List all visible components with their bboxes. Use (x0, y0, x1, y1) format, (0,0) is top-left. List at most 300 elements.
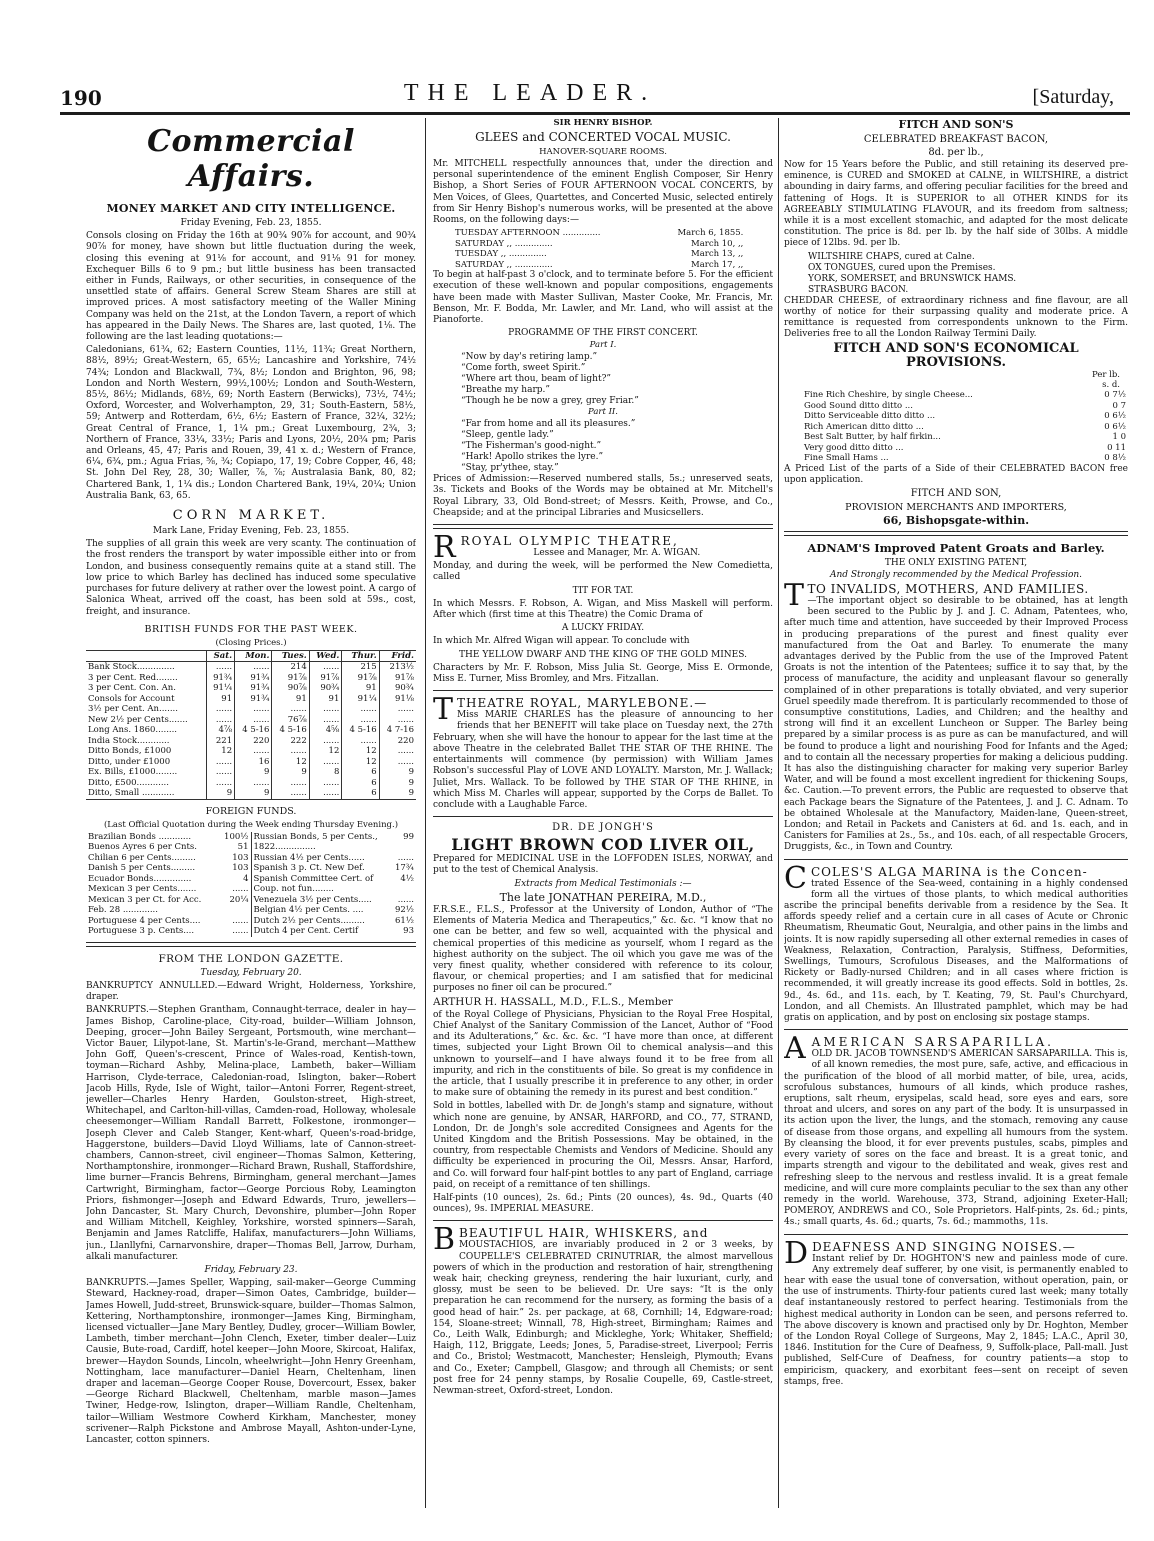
table-cell: ...... (235, 778, 272, 789)
table-row (86, 832, 251, 843)
price-item: Good Sound ditto ditto ... (804, 400, 913, 411)
table-row (784, 411, 1128, 422)
marylebone-title: TTHEATRE ROYAL, MARYLEBONE.— (433, 692, 708, 728)
fund-name: Belgian 4½ per Cents. .... (253, 905, 364, 916)
table-cell: 91¾ (235, 683, 272, 694)
table-header-cell: Wed. (309, 650, 342, 662)
column-advertisements (784, 118, 1128, 1518)
table-cell: 9 (272, 767, 309, 778)
masthead-rule (60, 112, 1130, 115)
table-cell: ...... (342, 736, 379, 747)
fund-value: 99 (403, 831, 414, 842)
table-cell: 4 5-16 (342, 725, 379, 736)
table-cell: ...... (379, 746, 416, 757)
adnam-body: —The important object so desirable to be obtained, has at length been secured to the Public by J. and J. C. Adnam, Patentees, who, after much time and attention, have succeeded by their Improved Process in producing preparations of the purest and finest quality ever manufactured from the Oat and Barley. To enumerate the many advantages derived by the Public from the use of the Improved Patent Groats is not the intention of the Patentees; suffice it to say that, by the process of manufacture, the acidity and unpleasant flavour so generally complained of in other preparations is totally obviated, and very superior Gruel speedily made therefrom. It is particularly recommended to those of consumptive constitutions, Ladies, and Children; and the healthy and strong will find it an excellent Luncheon or Supper. The Barley being prepared by a similar process is as pure as can be manufactured, and will be found to produce a light and nourishing Food for Infants and the Aged; and to contain all the necessary properties for making a delicious pudding. It has also the distinguishing character for making very superior Barley Water, and will be found a most excellent ingredient for thickening Soups, &c. Caution.—To prevent errors, the Public are requested to observe that each Package bears the Signature of the Patentees, J. and J. C. Adnam. To be obtained Wholesale at the Manufactory, Maiden-lane, Queen-street, London; and Retail in Packets and Canisters at 6d. and 1s. each, and in Canisters for Families at 2s., 5s., and 10s. each, of all respectable Grocers, Druggists, &c., in Town and Country. (784, 595, 1128, 853)
column-rule-1 (425, 118, 426, 1508)
table-cell: ...... (207, 767, 235, 778)
fund-value: 103 (232, 852, 249, 863)
table-cell: 16 (235, 757, 272, 768)
fund-name: Chilian 6 per Cents......... (88, 852, 196, 863)
fitch-price: 8d. per lb., (928, 147, 984, 158)
table-cell: 91 (207, 694, 235, 705)
hassall-name: ARTHUR H. HASSALL, M.D., F.L.S., Member (433, 995, 673, 1008)
table-cell: 91⅞ (342, 673, 379, 684)
price-item: Rich American ditto ditto ... (804, 421, 924, 432)
concert-day: SATURDAY ,, .............. (455, 238, 553, 249)
gazette-bankrupts-2: BANKRUPTS.—James Speller, Wapping, sail-maker—George Cumming Steward, Hackney-road, draper—Simon Oates, Cambridge, builder—James Howell, Judd-street, Brunswick-square, builder—Thomas Salmon, Kettering, Northamptonshire, ironmonger—James King, Birmingham, licensed victualler—Jane Mary Bentley, Dudley, grocer—William Bowler, Lambeth, timber merchant—John Clench, Exeter, timber dealer—Luiz Causie, Bute-road, Cardiff, hotel keeper—John Moore, Skircoat, Halifax, brewer—Haydon Sounds, Lincoln, wheelwright—John Henry Greenham, Nottingham, lace manufacturer—Daniel Hearn, Cheltenham, linen draper and laceman—George Cooper Rouse, Dovercourt, Essex, baker—George Richard Blackwell, Cheltenham, marble mason—James Twiner, Hedge-row, Islington, draper—William Randle, Cheltenham, tailor—William Westmore Cowherd Kirkham, Manchester, money scrivener—Ralph Pickstone and Ambrose Mayall, Ashton-under-Lyne, Lancaster, cotton spinners. (86, 1278, 416, 1446)
table-header-cell: Sat. (207, 650, 235, 662)
table-cell: 4 5-16 (235, 725, 272, 736)
glees-kicker: SIR HENRY BISHOP. (553, 118, 653, 128)
olympic-play-1: TIT FOR TAT. (572, 585, 634, 596)
fund-value: 103 (232, 863, 249, 874)
olympic-lessee: Lessee and Manager, Mr. A. WIGAN. (533, 548, 701, 559)
hair-body: MOUSTACHIOS, are invariably produced in 2 or 3 weeks, by COUPELLE'S CELEBRATED CRINUTRIAR, the almost marvellous powers of which in the production and restoration of hair, strengthening weak hair, checking greyness, rendering the hair luxuriant, curly, and glossy, must be seen to be believed. Dr. Ure says: “It is the only preparation he can recommend for the nursery, as forming the basis of a good head of hair.” 2s. per package, at 68, Cornhill; 14, Edgware-road; 154, Sloane-street; Winnall, 78, High-street, Birmingham; Raimes and Co., Leith Walk, Edinburgh; and Mickleghe, York; Whitaker, Sheffield; Haigh, 112, Briggate, Leeds; Jones, 5, Paradise-street, Liverpool; Ferris and Co., Bristol; Westmacott, Manchester; Hensleigh, Plymouth; Evans and Co., Exeter; Campbell, Glasgow; and through all Chemists; or sent post free for 24 penny stamps, by Rosalie Coupelle, 69, Castle-street, Newman-street, Oxford-street, London. (433, 1240, 773, 1397)
concert-day: TUESDAY ,, .............. (455, 249, 547, 260)
table-row (252, 926, 417, 937)
table-header-cell: Frid. (379, 650, 416, 662)
divider (433, 524, 773, 529)
fund-value: 92½ (394, 905, 414, 916)
table-header-cell: Thur. (342, 650, 379, 662)
table-cell: Ditto, under £1000 (88, 756, 171, 767)
table-row (453, 260, 745, 271)
jongh-sold: Sold in bottles, labelled with Dr. de Jongh's stamp and signature, without which none are genuine, by ANSAR, HARFORD, and CO., 77, STRAND, London, Dr. de Jongh's sole accredited Consignees and Agents for the United Kingdom and the British Possessions. May be obtained, in the country, from respectable Chemists and Vendors of Medicine. Should any difficulty be experienced in procuring the Oil, Messrs. Ansar, Harford, and Co. will forward four half-pint bottles to any part of England, carriage paid, on receipt of a remittance of ten shillings. (433, 1101, 773, 1190)
part1-label: Part I. (589, 340, 617, 351)
list-item: “The Fisherman's good-night.” (461, 441, 602, 452)
table-row (86, 884, 251, 895)
price-value: 1 0 (1112, 432, 1126, 443)
concert-date: March 6, 1855. (677, 228, 744, 239)
list-item: STRASBURG BACON. (808, 284, 909, 295)
glees-dates (453, 228, 745, 270)
list-item: “Far from home and all its pleasures.” (461, 419, 636, 430)
divider (433, 1220, 773, 1221)
table-row (86, 704, 416, 715)
table-cell: 91⅛ (379, 694, 416, 705)
fund-name: Brazilian Bonds ............ (88, 831, 192, 842)
fund-value: 61½ (394, 915, 414, 926)
price-item: Best Salt Butter, by half firkin... (804, 432, 941, 443)
fitch-address: 66, Bishopsgate-within. (882, 513, 1030, 527)
table-row (86, 926, 251, 937)
gazette-heading: FROM THE LONDON GAZETTE. (158, 952, 344, 965)
fund-value: ...... (397, 894, 414, 905)
table-cell: 4 5-16 (272, 725, 309, 736)
table-cell: 76⅞ (272, 715, 309, 726)
table-cell: ...... (309, 715, 342, 726)
table-row (86, 746, 416, 757)
table-cell: ...... (235, 746, 272, 757)
table-cell: 91⅞ (272, 673, 309, 684)
part2-list (433, 419, 773, 474)
table-cell: 12 (207, 746, 235, 757)
table-row (86, 853, 251, 864)
table-cell: 6 (342, 767, 379, 778)
fitch-firm: FITCH AND SON, (910, 488, 1002, 500)
table-cell: ...... (207, 715, 235, 726)
table-cell: 215 (342, 662, 379, 673)
olympic-body-1: Monday, and during the week, will be performed the New Comedietta, called (433, 561, 773, 583)
table-cell: ...... (379, 704, 416, 715)
provisions-price-table (784, 390, 1128, 464)
table-cell: ...... (309, 704, 342, 715)
table-cell: ...... (342, 715, 379, 726)
table-cell: 8 (309, 767, 342, 778)
table-row (86, 778, 416, 789)
table-cell: 91¼ (342, 694, 379, 705)
foreign-funds-table (86, 832, 416, 937)
table-cell: 91¾ (235, 673, 272, 684)
table-cell: 91¾ (207, 673, 235, 684)
concert-date: March 10, ,, (690, 238, 744, 249)
fund-value: 51 (237, 842, 249, 853)
table-cell: ...... (379, 715, 416, 726)
table-cell: ...... (235, 704, 272, 715)
fund-value: 100½ (224, 831, 249, 842)
adnam-sub1: THE ONLY EXISTING PATENT, (884, 557, 1028, 568)
deafness-body: Instant relief by Dr. HOGHTON'S new and painless mode of cure. Any extremely deaf sufferer, by one visit, is permanently enabled to hear with ease the usual tone of conversation, without operation, pain, or the use of instruments. Thirty-four patients cured last week; many totally deaf instantaneously restored to perfect hearing. Testimonials from the highest medical authority in London can be seen, and persons referred to. The above discovery is known and practised only by Dr. Hoghton, Member of the London Royal College of Surgeons, May 2, 1845; L.A.C., April 30, 1846. Institution for the Cure of Deafness, 9, Suffolk-place, Pall-mall. Just published, Self-Cure of Deafness, for country patients—a stop to empiricism, quackery, and exorbitant fees—sent on receipt of seven stamps, free. (784, 1253, 1128, 1387)
column-rule-2 (778, 118, 779, 1508)
table-row (86, 916, 251, 927)
column-entertainment (433, 118, 773, 1518)
jongh-measure: Half-pints (10 ounces), 2s. 6d.; Pints (20 ounces), 4s. 9d., Quarts (40 ounces), 9s. IMPERIAL MEASURE. (433, 1193, 773, 1215)
table-row (86, 715, 416, 726)
hassall-text: of the Royal College of Physicians, Physician to the Royal Free Hospital, Chief Analyst of the Sanitary Commission of the Lancet, Author of “Food and its Adulterations,” &c. &c. &c. “I have more than once, at different times, subjected your Light Brown Oil to chemical analysis—and this unknown to yourself—and I have always found it to be free from all impurity, and rich in the constituents of bile. So great is my confidence in the article, that I usually prescribe it in preference to any other, in order to make sure of obtaining the remedy in its purest and best condition.” (433, 1009, 773, 1099)
list-item: “Come forth, sweet Spirit.” (461, 363, 586, 374)
table-cell: 213½ (379, 662, 416, 673)
olympic-play-2: A LUCKY FRIDAY. (561, 623, 645, 634)
table-cell: 9 (235, 788, 272, 799)
table-cell: ...... (342, 704, 379, 715)
table-cell: India Stock............ (88, 735, 170, 746)
list-item: “Where art thou, beam of light?” (461, 374, 612, 385)
gazette-annulled: BANKRUPTCY ANNULLED.—Edward Wright, Holderness, Yorkshire, draper. (86, 980, 416, 1003)
fund-name: Portuguese 4 per Cents.... (88, 915, 201, 926)
olympic-body-2: In which Messrs. F. Robson, A. Wigan, and Miss Maskell will perform. After which (first time at this Theatre) the Comic Drama of (433, 598, 773, 621)
table-cell: ...... (379, 757, 416, 768)
coles-body: trated Essence of the Sea-weed, containing in a highly condensed form all the virtues of those plants, to which medical authorities ascribe the principal benefits derivable from a residence by the Sea. It affords speedy relief and a certain cure in all cases of Acute or Chronic Rheumatism, Rheumatic Gout, Neuralgia, and other pains in the limbs and joints. It is now rapidly superseding all other external remedies in cases of Weakness, Relaxation, Contraction, Paralysis, Stiffness, Deformities, Swellings, Tumours, Scrofulous Diseases, and the Malformations of Rickety or Badly-nursed Children; and in all cases where friction is recommended, it will greatly increase its good effects. Sold in bottles, 2s. 9d., 4s. 6d., and 11s. each, by T. Keating, 79, St. Paul's Churchyard, London, and all Chemists. An Illustrated pamphlet, which may be had gratis on application, and by post on enclosing six postage stamps. (784, 878, 1128, 1024)
glees-details: To begin at half-past 3 o'clock, and to terminate before 5. For the efficient execution of these well-known and popular compositions, engagements have been made with Master Sullivan, Master Cooke, Mr. Francis, Mr. Benson, Mr. F. Bodda, Mr. Lawler, and Mr. Land, who will assist at the Pianoforte. (433, 270, 773, 326)
masthead-title: THE LEADER. (403, 80, 657, 106)
table-cell: ...... (235, 662, 272, 673)
list-item: “Hark! Apollo strikes the lyre.” (461, 452, 604, 463)
fund-name: Russian 4½ per Cents...... (253, 852, 365, 863)
table-cell: 91¼ (207, 683, 235, 694)
table-cell: 4⅝ (309, 725, 342, 736)
fund-name: Spanish Committee Cert. of Coup. not fun........ (253, 873, 374, 895)
price-value: 0 7½ (1104, 390, 1126, 401)
table-cell: 3½ per Cent. An....... (88, 704, 178, 715)
table-row (86, 725, 416, 736)
column-commercial (86, 118, 416, 1518)
table-row (86, 895, 251, 916)
table-cell: ...... (309, 788, 342, 799)
table-cell: 221 (207, 736, 235, 747)
table-cell: 9 (207, 788, 235, 799)
list-item: OX TONGUES, cured upon the Premises. (808, 262, 996, 273)
divider (784, 531, 1128, 536)
table-header-cell (86, 650, 207, 662)
provisions-heading: FITCH AND SON'S ECONOMICAL PROVISIONS. (833, 341, 1079, 371)
divider (784, 1029, 1128, 1030)
table-row (453, 239, 745, 250)
table-row (86, 736, 416, 747)
divider (433, 816, 773, 817)
jongh-intro: Prepared for MEDICINAL USE in the LOFFODEN ISLES, NORWAY, and put to the test of Chemical Analysis. (433, 854, 773, 876)
fund-name: Ecuador Bonds.............. (88, 873, 192, 884)
fitch-subtitle: CELEBRATED BREAKFAST BACON, (863, 134, 1049, 145)
price-item: Fine Rich Cheshire, by single Cheese... (804, 390, 973, 401)
gazette-date-1: Tuesday, February 20. (200, 967, 302, 978)
part1-list (433, 352, 773, 407)
list-item: YORK, SOMERSET, and BRUNSWICK HAMS. (808, 273, 1017, 284)
table-row (86, 863, 251, 874)
list-item: “Sleep, gentle lady.” (461, 430, 554, 441)
table-row (252, 905, 417, 916)
money-market-dateline: Friday Evening, Feb. 23, 1855. (180, 218, 322, 228)
fund-name: Venezuela 3½ per Cents..... (253, 894, 372, 905)
divider (433, 690, 773, 691)
table-cell: 6 (342, 778, 379, 789)
table-row (86, 788, 416, 799)
pereira-text: F.R.S.E., F.L.S., Professor at the University of London, Author of “The Elements of Materia Medica and Therapeutics,” &c. &c. “I know that no one can be better, and few so well, acquainted with the physical and chemical properties of this medicine as yourself, whom I regard as the highest authority on the subject. The oil which you gave me was of the very finest quality, whether considered with reference to its colour, flavour, or chemical properties; and I am satisfied that for medicinal purposes no finer oil can be procured.” (433, 904, 773, 994)
glees-footer: Prices of Admission:—Reserved numbered stalls, 5s.; unreserved seats, 3s. Tickets and Books of the Words may be obtained at Mr. Mitchell's Royal Library, 33, Old Bond-street; of Messrs. Keith, Prowse, and Co., Cheapside; and at the principal Libraries and Musicsellers. (433, 474, 773, 518)
fund-name: Buenos Ayres 6 per Cnts. (88, 842, 197, 853)
table-cell: 90¾ (379, 683, 416, 694)
fund-name: Mexican 3 per Ct. for Acc. Feb. 28 ............. (88, 894, 202, 916)
concert-date: March 13, ,, (690, 249, 744, 260)
glees-venue: HANOVER-SQUARE ROOMS. (539, 147, 667, 157)
concert-day: SATURDAY ,, .............. (455, 259, 553, 270)
part2-label: Part II. (587, 407, 618, 418)
issue-day: [Saturday, (1032, 86, 1114, 108)
table-cell: ...... (272, 778, 309, 789)
fund-value: 4 (243, 873, 249, 884)
table-row (252, 863, 417, 874)
table-cell: 91 (272, 694, 309, 705)
divider (784, 1234, 1128, 1235)
glees-body: Mr. MITCHELL respectfully announces that, under the direction and personal superintendence of the eminent English Composer, Sir Henry Bishop, a Short Series of FOUR AFTERNOON VOCAL CONCERTS, by Men Voices, of Glees, Quartettes, and Concerted Music, selected entirely from Sir Henry Bishop's numerous works, will be presented at the above Rooms, on the following days:— (433, 159, 773, 226)
table-row (784, 422, 1128, 433)
fund-value: ...... (397, 852, 414, 863)
table-row (784, 401, 1128, 412)
table-row (252, 916, 417, 927)
fund-name: Dutch 2½ per Cents......... (253, 915, 365, 926)
table-cell: ...... (309, 736, 342, 747)
table-row (453, 228, 745, 239)
concert-day: TUESDAY AFTERNOON .............. (455, 228, 601, 239)
fitch-product-list (784, 252, 1128, 296)
deafness-head: DDEAFNESS AND SINGING NOISES.— (784, 1235, 1076, 1271)
price-value: 0 8½ (1104, 453, 1126, 464)
price-value: 0 11 (1107, 442, 1126, 453)
table-cell: 12 (342, 746, 379, 757)
british-funds-heading: BRITISH FUNDS FOR THE PAST WEEK. (144, 623, 358, 635)
table-cell: Ex. Bills, £1000........ (88, 767, 178, 778)
table-cell: 220 (379, 736, 416, 747)
list-item: “Though he be now a grey, grey Friar.” (461, 396, 639, 407)
table-cell: 222 (272, 736, 309, 747)
table-cell: ...... (309, 757, 342, 768)
table-cell: 12 (342, 757, 379, 768)
price-value: 0 7 (1112, 400, 1126, 411)
fund-name: Dutch 4 per Cent. Certif (253, 926, 359, 937)
table-cell: 91⅞ (309, 673, 342, 684)
fund-name: Mexican 3 per Cents....... (88, 884, 197, 895)
jongh-extracts: Extracts from Medical Testimonials :— (514, 878, 692, 889)
fund-value: ...... (232, 926, 249, 937)
table-row (86, 842, 251, 853)
list-item: “Breathe my harp.” (461, 385, 550, 396)
price-item: Very good ditto ditto ... (804, 442, 904, 453)
programme-heading: PROGRAMME OF THE FIRST CONCERT. (508, 328, 698, 339)
table-cell: 12 (309, 746, 342, 757)
provisions-unit: Per lb. (1092, 370, 1120, 381)
table-row (784, 453, 1128, 464)
coles-head: CCOLES'S ALGA MARINA is the Concen- (784, 860, 1088, 896)
list-item: “Stay, pr'ythee, stay.” (461, 463, 559, 474)
marylebone-body: Miss MARIE CHARLES has the pleasure of announcing to her friends that her BENEFIT will take place on Tuesday next, the 27th February, when she will have the honour to appear for the last time at the above Theatre in the celebrated Ballet THE STAR OF THE RHINE. The entertainments will commence (by permission) with William James Robson's successful Play of LOVE AND LOYALTY. Marston, Mr. J. Wallack; Juliet, Mrs. Wallack. To be followed by THE STAR OF THE RHINE, in which Miss M. Charles will appear, supported by the Corps de Ballet. To conclude with a Laughable Farce. (433, 710, 773, 810)
fund-value: 4½ (400, 873, 414, 884)
table-row (252, 895, 417, 906)
table-cell: Long Ans. 1860........ (88, 725, 178, 736)
fund-value: ...... (232, 915, 249, 926)
table-row (252, 853, 417, 864)
pereira-name: The late JONATHAN PEREIRA, M.D., (499, 890, 707, 904)
fund-value: 93 (403, 926, 414, 937)
table-cell: Ditto Bonds, £1000 (88, 746, 172, 757)
fund-value: ...... (232, 884, 249, 895)
table-row (86, 662, 416, 673)
price-item: Ditto Serviceable ditto ditto ... (804, 411, 936, 422)
divider (86, 942, 416, 947)
adnam-title: ADNAM'S Improved Patent Groats and Barley. (807, 540, 1105, 555)
table-cell: 12 (272, 757, 309, 768)
table-cell: Ditto, Small ............ (88, 788, 175, 799)
table-cell: 9 (379, 788, 416, 799)
table-cell: ...... (207, 778, 235, 789)
table-cell: 90¾ (309, 683, 342, 694)
corn-market-dateline: Mark Lane, Friday Evening, Feb. 23, 1855. (152, 526, 350, 537)
hair-title: BBEAUTIFUL HAIR, WHISKERS, and (433, 1222, 709, 1258)
table-row (252, 832, 417, 853)
olympic-play-3: THE YELLOW DWARF AND THE KING OF THE GOLD MINES. (459, 649, 747, 660)
table-cell: 91⅞ (379, 673, 416, 684)
table-row (86, 757, 416, 768)
table-cell: ...... (207, 704, 235, 715)
fund-name: Spanish 3 p. Ct. New Def. (253, 863, 365, 874)
olympic-body-4: Characters by Mr. F. Robson, Miss Julia St. George, Miss E. Ormonde, Miss E. Turner, Miss Bromley, and Mrs. Fitzallan. (433, 662, 773, 685)
corn-market-body: The supplies of all grain this week are very scanty. The continuation of the frost renders the transport by water impossible either into or from London, and business consequently remains quite at a stand still. The low price to which Barley has declined has induced some speculative purchases for future delivery at rather over the lowest point. A cargo of Salonica Wheat, arrived off the coast, has been sold at 59s., cost, freight, and insurance. (86, 539, 416, 617)
table-cell: 4 7-16 (379, 725, 416, 736)
table-cell: ...... (207, 662, 235, 673)
fund-name: Russian Bonds, 5 per Cents., 1822............... (253, 831, 378, 853)
fitch-body: Now for 15 Years before the Public, and still retaining its deserved pre-eminence, is CURED and SMOKED at CALNE, in WILTSHIRE, a district abounding in dairy farms, and offering peculiar facilities for the breed and fattening of Hogs. It is SUPERIOR to all OTHER KINDS for its AGREEABLY STIMULATING FLAVOUR, and its freedom from saltness; while it is a most excellent stomachic, and adapted for the most delicate constitution. The price is 8d. per lb. by the half side of 30lbs. A middle piece of 12lbs. 9d. per lb. (784, 160, 1128, 249)
money-market-heading: MONEY MARKET AND CITY INTELLIGENCE. (106, 202, 396, 215)
fund-value: 20¼ (229, 894, 249, 905)
gazette-date-2: Friday, February 23. (204, 1264, 298, 1275)
table-cell: Bank Stock.............. (88, 662, 175, 673)
foreign-funds-heading: FOREIGN FUNDS. (205, 805, 297, 817)
commercial-affairs-title: Commercial Affairs. (147, 124, 355, 194)
table-row (453, 249, 745, 260)
table-row (86, 683, 416, 694)
list-item: WILTSHIRE CHAPS, cured at Calne. (808, 251, 975, 262)
table-cell: 9 (379, 778, 416, 789)
table-cell: 90⅞ (272, 683, 309, 694)
table-cell: 91 (309, 694, 342, 705)
money-market-body: Consols closing on Friday the 16th at 90¾ 90⅞ for account, and 90¾ 90⅞ for money, have shown but little fluctuation during the week, closing this evening at 91⅛ for account, and 91⅛ 91 for money. Exchequer Bills 6 to 9 pm.; but little business has been transacted either in Funds, Railways, or other securities, in consequence of the unsettled state of affairs. General Screw Steam Shares are still at improved prices. A most satisfactory meeting of the Waller Mining Company was held on the 21st, at the London Tavern, a report of which has appeared in the Daily News. The Shares are, last quoted, 1⅛. The following are the last leading quotations:— (86, 231, 416, 343)
table-cell: ...... (272, 746, 309, 757)
fitch-cheddar: CHEDDAR CHEESE, of extraordinary richness and fine flavour, are all worthy of notice for their surpassing quality and moderate price. A remittance is requested from correspondents unknown to the Firm. Deliveries free to all the London Railway Termini Daily. (784, 295, 1128, 340)
jongh-kicker: DR. DE JONGH'S (552, 822, 654, 834)
fund-name: Portuguese 3 p. Cents.... (88, 926, 195, 937)
table-cell: New 2½ per Cents....... (88, 714, 188, 725)
olympic-body-3: In which Mr. Alfred Wigan will appear. To conclude with (433, 636, 690, 647)
sarsaparilla-head: AAMERICAN SARSAPARILLA. (784, 1031, 1054, 1067)
table-header-cell: Mon. (235, 650, 272, 662)
adnam-sub2: And Strongly recommended by the Medical Profession. (829, 569, 1083, 580)
table-cell: 3 per Cent. Con. An. (88, 683, 176, 694)
list-item: “Now by day's retiring lamp.” (461, 352, 598, 363)
provisions-unit-sd: s. d. (1102, 380, 1120, 391)
table-cell: ...... (207, 757, 235, 768)
table-cell: ...... (235, 715, 272, 726)
table-cell: 6 (342, 788, 379, 799)
table-cell: 91 (342, 683, 379, 694)
table-row (252, 874, 417, 895)
table-row (784, 443, 1128, 454)
adnam-head: TTO INVALIDS, MOTHERS, AND FAMILIES. (784, 577, 1089, 613)
table-cell: Consols for Account (88, 693, 175, 704)
table-row (86, 673, 416, 684)
price-value: 0 6½ (1104, 421, 1126, 432)
table-header-cell: Tues. (272, 650, 309, 662)
table-cell: 9 (379, 767, 416, 778)
gazette-bankrupts-1: BANKRUPTS.—Stephen Grantham, Connaught-terrace, dealer in hay—James Bishop, Caroline-place, City-road, builder—William Johnson, Deeping, grocer—John Bailey Sergeant, Portsmouth, wine merchant—Victor Bauer, Lilypot-lane, St. Martin's-le-Grand, merchant—Matthew John Goff, Queen's-crescent, Prince of Wales-road, Kentish-town, toyman—Richard Ashby, Melina-place, Lambeth, baker—William Harrison, Clyde-terrace, Caledonian-road, Islington, baker—Robert Jacob Hills, Ryde, Isle of Wight, tailor—Antoni Forrer, Regent-street, jeweller—Charles Henry Harden, Goulston-street, High-street, Whitechapel, and Carlton-hill-villas, Camden-road, Holloway, wholesale cheesemonger—William Randall Barrett, Folkestone, ironmonger—Joseph Clever and Caleb Stanger, Kent-wharf, Queen's-road-bridge, Haggerstone, builders—David Lloyd Williams, late of Cannon-street-chambers, Cannon-street, civil engineer—Thomas Salmon, Kettering, Northamptonshire, ironmonger—Richard Brawn, Rushall, Staffordshire, lime burner—Francis Behrens, Birmingham, general merchant—James Cartwright, Birmingham, factor—George Porcious Roby, Leamington Priors, fishmonger—Joseph and Edward Edwards, Truro, jewellers—John Dancaster, St. Mary Church, Devonshire, plumber—John Roper and William Mitchell, Keighley, Yorkshire, worsted spinners—Sarah, Benjamin and James Ratcliffe, Halifax, manufacturers—John Williams, jun., Llanllyfni, Carnarvonshire, draper—Thomas Bell, Jarrow, Durham, alkali manufacturer. (86, 1005, 416, 1262)
fitch-footer: A Priced List of the parts of a Side of their CELEBRATED BACON free upon application. (784, 463, 1128, 486)
price-value: 0 6½ (1104, 411, 1126, 422)
british-funds-table (86, 650, 416, 800)
table-cell: 9 (235, 767, 272, 778)
table-cell: ...... (272, 704, 309, 715)
table-cell: 220 (235, 736, 272, 747)
glees-title: GLEES and CONCERTED VOCAL MUSIC. (475, 130, 731, 144)
olympic-title: RROYAL OLYMPIC THEATRE, (433, 530, 679, 566)
foreign-funds-subheading: (Last Official Quotation during the Week ending Thursday Evening.) (103, 819, 399, 830)
price-item: Fine Small Hams ... (804, 453, 889, 464)
table-cell: 91¾ (235, 694, 272, 705)
fitch-title: FITCH AND SON'S (898, 118, 1014, 131)
table-cell: ...... (309, 662, 342, 673)
table-cell: ...... (272, 788, 309, 799)
table-cell: ...... (309, 778, 342, 789)
table-row (86, 767, 416, 778)
page-number: 190 (60, 86, 102, 110)
table-row (86, 694, 416, 705)
concert-date: March 17, ,, (690, 259, 744, 270)
table-cell: 4⅞ (207, 725, 235, 736)
sarsaparilla-body: OLD DR. JACOB TOWNSEND'S AMERICAN SARSAPARILLA. This is, of all known remedies, the most pure, safe, active, and efficacious in the purification of the blood of all morbid matter, of bile, urea, acids, scrofulous substances, humours of all kinds, which produce rashes, eruptions, salt rheum, erysipelas, scald head, sore eyes and ears, sore throat and ulcers, and sores on any part of the body. It is unsurpassed in its action upon the liver, the lungs, and the stomach, removing any cause of disease from those organs, and expelling all humours from the system. By cleansing the blood, it for ever prevents pustules, scabs, pimples and every variety of sores on the face and breast. It is a great tonic, and imparts strength and vigour to the debilitated and weak, gives rest and refreshing sleep to the nervous and restless invalid. It is a great female medicine, and will cure more complaints peculiar to the sex than any other remedy in the world. Warehouse, 373, Strand, adjoining Exeter-Hall; POMEROY, ANDREWS and CO., Sole Proprietors. Half-pints, 2s. 6d.; pints, 4s.; small quarts, 4s. 6d.; quarts, 7s. 6d.; mammoths, 11s. (784, 1049, 1128, 1228)
fund-value: 17¾ (394, 863, 414, 874)
british-funds-subheading: (Closing Prices.) (215, 637, 287, 648)
table-row (784, 390, 1128, 401)
jongh-title: LIGHT BROWN COD LIVER OIL, (451, 835, 755, 855)
corn-market-heading: CORN MARKET. (172, 508, 330, 524)
table-cell: Ditto, £500............ (88, 777, 169, 788)
table-row (86, 874, 251, 885)
